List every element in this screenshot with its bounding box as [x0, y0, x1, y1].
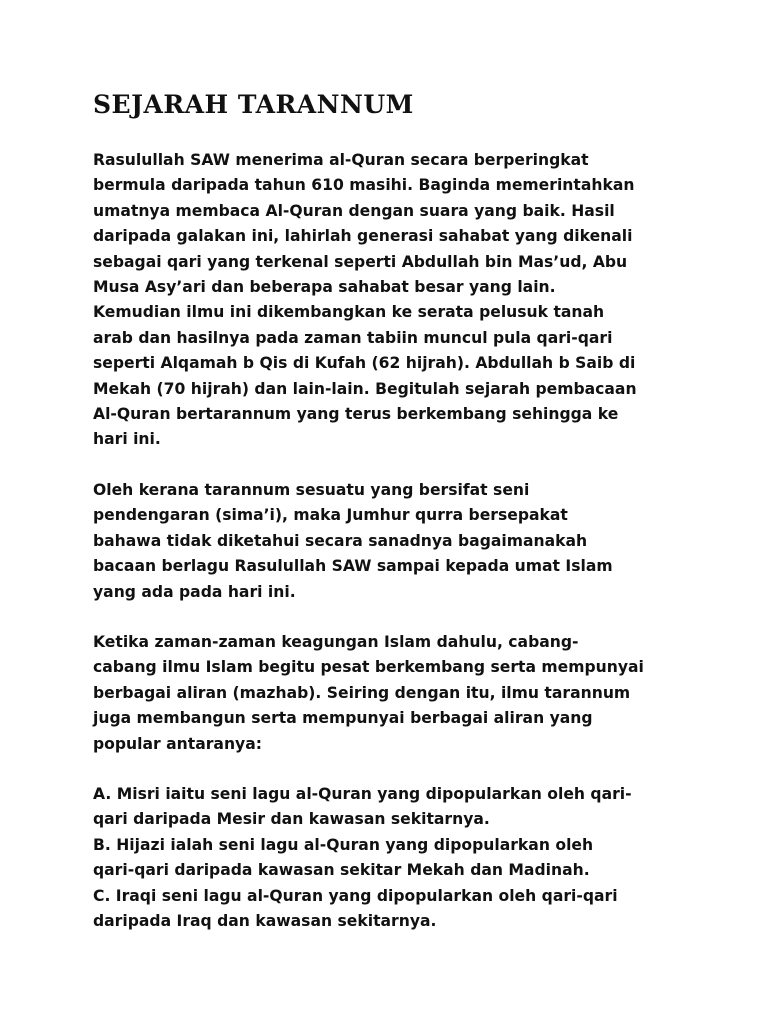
- list-item-misri: A. Misri iaitu seni lagu al-Quran yang dipopularkan oleh qari- qari daripada Mesir dan kawasan sekitarnya.: [93, 784, 632, 829]
- list-item-iraqi: C. Iraqi seni lagu al-Quran yang dipopularkan oleh qari-qari daripada Iraq dan kawasan sekitarnya.: [93, 886, 618, 930]
- paragraph-schools-intro: Ketika zaman-zaman keagungan Islam dahulu, cabang- cabang ilmu Islam begitu pesat berkembang serta mempunyai berbagai aliran (mazhab). Seiring dengan itu, ilmu tarannum juga membangun serta mempunyai berbagai aliran yang popular antaranya:: [93, 632, 644, 753]
- paragraph-sima: Oleh kerana tarannum sesuatu yang bersifat seni pendengaran (sima’i), maka Jumhur qurra bersepakat bahawa tidak diketahui secara sanadnya bagaimanakah bacaan berlagu Rasulullah SAW sampai kepada umat Islam yang ada pada hari ini.: [93, 480, 613, 601]
- list-item-hijazi: B. Hijazi ialah seni lagu al-Quran yang dipopularkan oleh qari-qari daripada kawasan sekitar Mekah dan Madinah.: [93, 835, 594, 880]
- document-title: SEJARAH TARANNUM: [93, 90, 414, 119]
- tarannum-schools-list: [93, 782, 678, 934]
- paragraph-history: Rasulullah SAW menerima al-Quran secara berperingkat bermula daripada tahun 610 masihi. Baginda memerintahkan umatnya membaca Al-Quran dengan suara yang baik. Hasil daripada galakan ini, lahirlah generasi sahabat yang dikenali sebagai qari yang terkenal seperti Abdullah bin Mas’ud, Abu Musa Asy’ari dan beberapa sahabat besar yang lain. Kemudian ilmu ini dikembangkan ke serata pelusuk tanah arab dan hasilnya pada zaman tabiin muncul pula qari-qari seperti Alqamah b Qis di Kufah (62 hijrah). Abdullah b Saib di Mekah (70 hijrah) dan lain-lain. Begitulah sejarah pembacaan Al-Quran bertarannum yang terus berkembang sehingga ke hari ini.: [93, 151, 637, 449]
